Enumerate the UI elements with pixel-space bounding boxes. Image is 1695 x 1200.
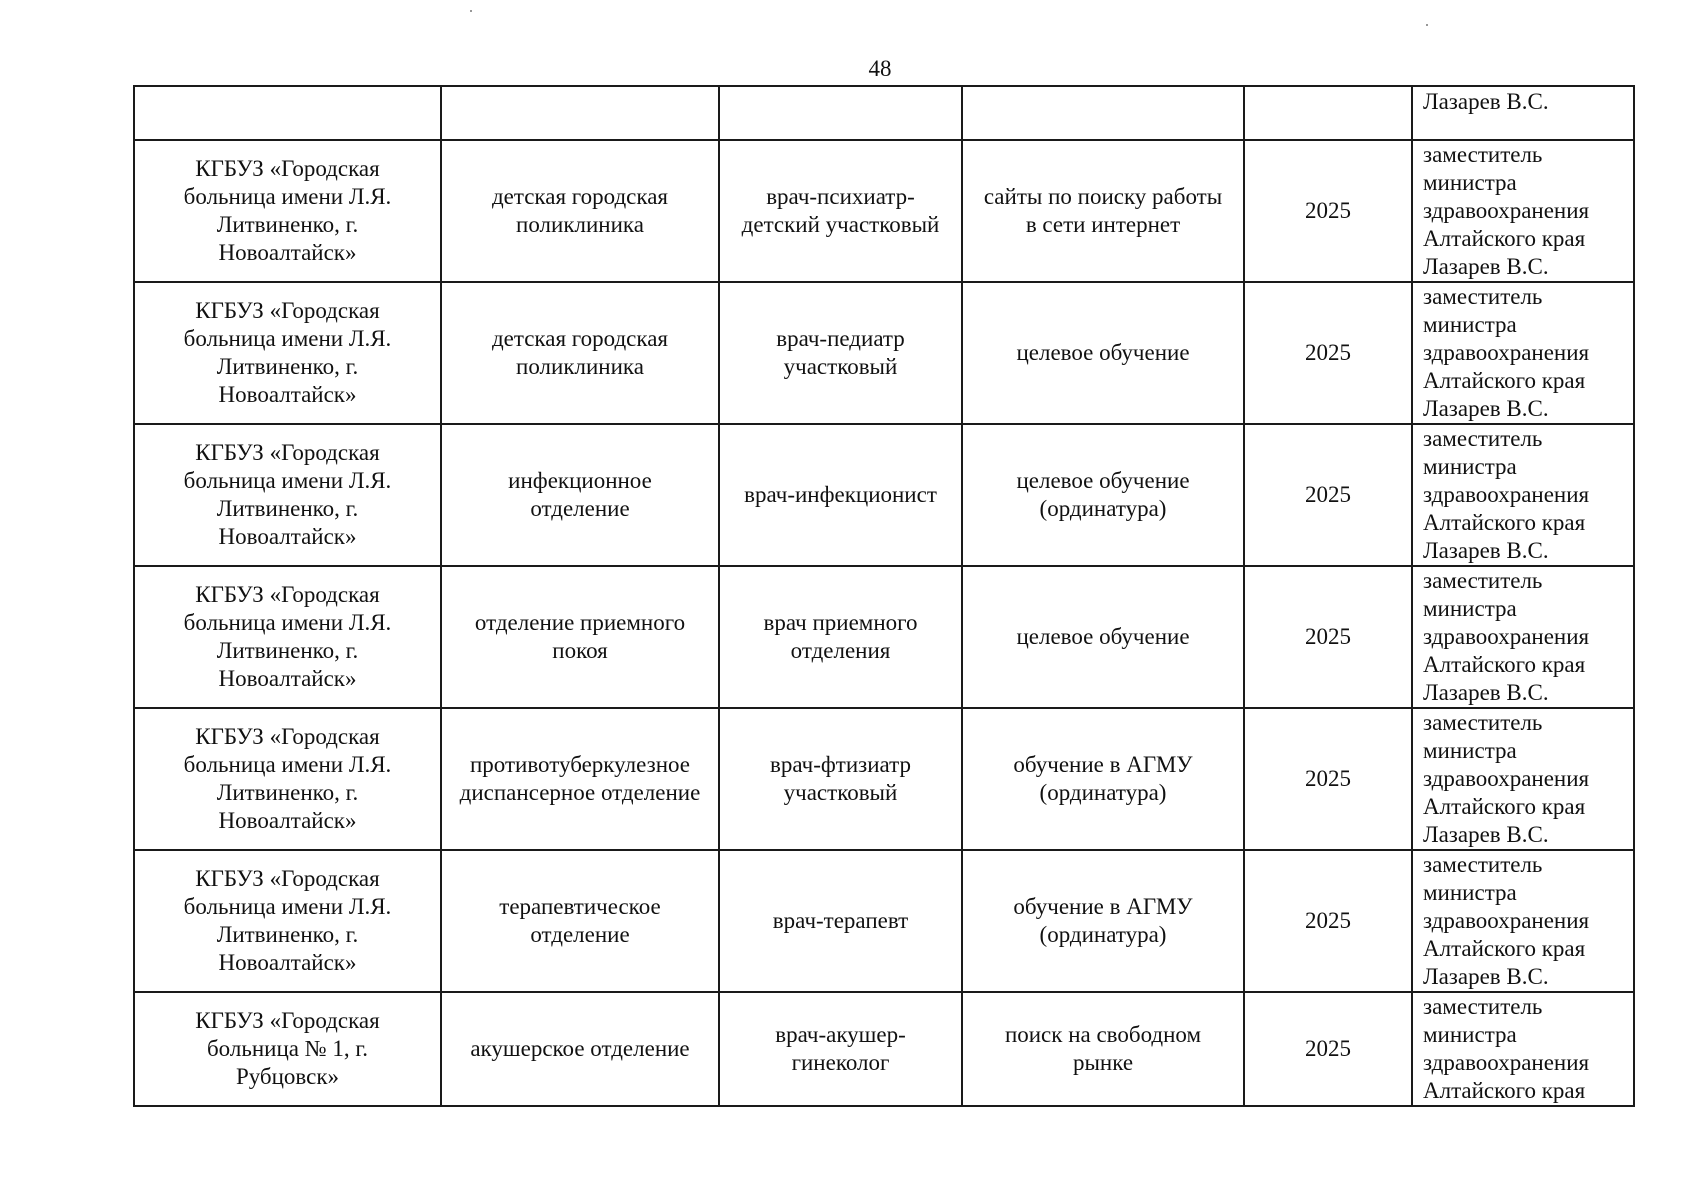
cell-department-line: отделение xyxy=(530,922,630,947)
cell-method-line: в сети интернет xyxy=(1025,212,1181,237)
cell-year: 2025 xyxy=(1244,282,1412,424)
cell-institution-line: КГБУЗ «Городская xyxy=(195,582,380,607)
cell-responsible xyxy=(1412,708,1634,850)
cell-responsible-line: заместитель xyxy=(1423,284,1543,309)
cell-institution-line: Новоалтайск» xyxy=(218,666,357,691)
cell-responsible-line: заместитель xyxy=(1423,568,1543,593)
cell-institution xyxy=(134,86,441,140)
cell-institution xyxy=(134,992,441,1106)
cell-responsible xyxy=(1412,424,1634,566)
cell-responsible-line: Лазарев В.С. xyxy=(1423,538,1549,563)
cell-institution-line: Новоалтайск» xyxy=(218,950,357,975)
cell-responsible-line: здравоохранения xyxy=(1423,766,1590,791)
cell-responsible-line: заместитель xyxy=(1423,852,1543,877)
cell-position xyxy=(719,708,962,850)
cell-responsible xyxy=(1412,282,1634,424)
cell-responsible: Лазарев В.С. xyxy=(1412,86,1634,140)
cell-responsible-line: Лазарев В.С. xyxy=(1423,964,1549,989)
cell-responsible-line: Алтайского края xyxy=(1423,936,1586,961)
cell-department xyxy=(441,708,719,850)
cell-method xyxy=(962,282,1244,424)
table-row-continuation xyxy=(134,86,1634,140)
cell-institution-line: больница имени Л.Я. xyxy=(183,610,392,635)
cell-responsible-line: министра xyxy=(1423,880,1517,905)
cell-position xyxy=(719,850,962,992)
cell-responsible-line: здравоохранения xyxy=(1423,340,1590,365)
cell-responsible xyxy=(1412,992,1634,1106)
cell-method xyxy=(962,992,1244,1106)
cell-responsible-line: Лазарев В.С. xyxy=(1423,396,1549,421)
cell-responsible-line: здравоохранения xyxy=(1423,198,1590,223)
cell-position-line: участковый xyxy=(783,354,898,379)
cell-method xyxy=(962,566,1244,708)
cell-department-line: отделение xyxy=(530,496,630,521)
cell-institution-line: КГБУЗ «Городская xyxy=(195,1008,380,1033)
cell-responsible-line: здравоохранения xyxy=(1423,908,1590,933)
cell-institution xyxy=(134,566,441,708)
cell-position xyxy=(719,140,962,282)
cell-responsible-line: Лазарев В.С. xyxy=(1423,680,1549,705)
cell-position-line: гинеколог xyxy=(791,1050,890,1075)
cell-responsible xyxy=(1412,140,1634,282)
cell-institution-line: Новоалтайск» xyxy=(218,382,357,407)
cell-position-line: врач-терапевт xyxy=(772,908,909,933)
cell-department-line: отделение приемного xyxy=(474,610,686,635)
cell-method-line: целевое обучение xyxy=(1016,468,1190,493)
cell-year: 2025 xyxy=(1244,566,1412,708)
cell-institution-line: КГБУЗ «Городская xyxy=(195,724,380,749)
scan-speck xyxy=(1426,24,1428,26)
cell-institution-line: больница имени Л.Я. xyxy=(183,468,392,493)
cell-responsible-line: здравоохранения xyxy=(1423,1050,1590,1075)
cell-responsible-line: заместитель xyxy=(1423,426,1543,451)
cell-institution-line: больница имени Л.Я. xyxy=(183,326,392,351)
cell-responsible xyxy=(1412,850,1634,992)
scan-speck xyxy=(470,10,472,12)
cell-responsible-line: Алтайского края xyxy=(1423,1078,1586,1103)
cell-department xyxy=(441,566,719,708)
cell-year: 2025 xyxy=(1244,850,1412,992)
cell-department xyxy=(441,282,719,424)
cell-responsible-line: здравоохранения xyxy=(1423,482,1590,507)
table-row xyxy=(134,140,1634,282)
cell-position xyxy=(719,566,962,708)
cell-responsible-line: заместитель xyxy=(1423,994,1543,1019)
cell-responsible-line: министра xyxy=(1423,454,1517,479)
cell-year: 2025 xyxy=(1244,992,1412,1106)
table-row xyxy=(134,992,1634,1106)
cell-department-line: инфекционное xyxy=(508,468,652,493)
cell-institution-line: больница имени Л.Я. xyxy=(183,894,392,919)
cell-method-line: обучение в АГМУ xyxy=(1013,752,1193,777)
cell-responsible-line: Алтайского края xyxy=(1423,794,1586,819)
cell-department xyxy=(441,992,719,1106)
cell-department-line: акушерское отделение xyxy=(470,1036,690,1061)
cell-position xyxy=(719,282,962,424)
cell-department-line: диспансерное отделение xyxy=(459,780,701,805)
cell-responsible-line: министра xyxy=(1423,170,1517,195)
cell-responsible-line: Алтайского края xyxy=(1423,652,1586,677)
cell-method xyxy=(962,424,1244,566)
cell-position-line: врач-инфекционист xyxy=(744,482,937,507)
cell-department-line: покоя xyxy=(552,638,608,663)
cell-institution xyxy=(134,708,441,850)
cell-department-line: детская городская xyxy=(491,326,669,351)
cell-position xyxy=(719,424,962,566)
cell-institution-line: Литвиненко, г. xyxy=(216,496,359,521)
cell-institution-line: Литвиненко, г. xyxy=(216,638,359,663)
cell-method-line: (ординатура) xyxy=(1039,922,1167,947)
cell-institution-line: больница имени Л.Я. xyxy=(183,184,392,209)
cell-method xyxy=(962,850,1244,992)
cell-responsible-line: Лазарев В.С. xyxy=(1423,822,1549,847)
table-row xyxy=(134,708,1634,850)
staffing-table xyxy=(133,85,1635,1107)
cell-method-line: обучение в АГМУ xyxy=(1013,894,1193,919)
cell-responsible-line: министра xyxy=(1423,738,1517,763)
table-row xyxy=(134,850,1634,992)
cell-institution-line: Литвиненко, г. xyxy=(216,212,359,237)
cell-department-line: поликлиника xyxy=(516,212,644,237)
cell-institution-line: Новоалтайск» xyxy=(218,808,357,833)
table-row xyxy=(134,566,1634,708)
cell-department xyxy=(441,140,719,282)
page-number: 48 xyxy=(868,56,892,81)
cell-department xyxy=(441,86,719,140)
cell-responsible-line: министра xyxy=(1423,1022,1517,1047)
cell-method-line: целевое обучение xyxy=(1016,340,1190,365)
cell-institution-line: КГБУЗ «Городская xyxy=(195,866,380,891)
cell-institution-line: Литвиненко, г. xyxy=(216,354,359,379)
cell-position-line: детский участковый xyxy=(741,212,940,237)
cell-responsible-line: министра xyxy=(1423,312,1517,337)
cell-position xyxy=(719,992,962,1106)
cell-department-line: детская городская xyxy=(491,184,669,209)
cell-institution xyxy=(134,850,441,992)
cell-department-line: терапевтическое xyxy=(499,894,661,919)
cell-institution-line: Рубцовск» xyxy=(235,1064,340,1089)
cell-institution xyxy=(134,424,441,566)
cell-year xyxy=(1244,86,1412,140)
cell-position-line: врач-психиатр- xyxy=(766,184,915,209)
cell-year: 2025 xyxy=(1244,140,1412,282)
cell-responsible-line: министра xyxy=(1423,596,1517,621)
cell-position-line: отделения xyxy=(790,638,891,663)
cell-year: 2025 xyxy=(1244,708,1412,850)
cell-responsible-line: здравоохранения xyxy=(1423,624,1590,649)
cell-institution-line: КГБУЗ «Городская xyxy=(195,440,380,465)
table-row xyxy=(134,424,1634,566)
cell-responsible-line: Алтайского края xyxy=(1423,226,1586,251)
cell-institution-line: Литвиненко, г. xyxy=(216,922,359,947)
cell-method-line: целевое обучение xyxy=(1016,624,1190,649)
cell-department-line: противотуберкулезное xyxy=(469,752,690,777)
cell-position-line: врач-педиатр xyxy=(776,326,905,351)
cell-responsible-line: Алтайского края xyxy=(1423,368,1586,393)
cell-position-line: врач-акушер- xyxy=(775,1022,906,1047)
cell-institution xyxy=(134,282,441,424)
cell-institution-line: больница имени Л.Я. xyxy=(183,752,392,777)
cell-method-line: поиск на свободном xyxy=(1004,1022,1202,1047)
cell-institution xyxy=(134,140,441,282)
cell-method-line: рынке xyxy=(1072,1050,1134,1075)
cell-responsible-line: Лазарев В.С. xyxy=(1423,254,1549,279)
cell-institution-line: Новоалтайск» xyxy=(218,240,357,265)
cell-institution-line: больница № 1, г. xyxy=(206,1036,369,1061)
cell-responsible-line: заместитель xyxy=(1423,142,1543,167)
cell-method xyxy=(962,708,1244,850)
cell-department-line: поликлиника xyxy=(516,354,644,379)
cell-method-line: (ординатура) xyxy=(1039,780,1167,805)
cell-position-line: врач-фтизиатр xyxy=(770,752,911,777)
cell-position-line: участковый xyxy=(783,780,898,805)
cell-institution-line: КГБУЗ «Городская xyxy=(195,298,380,323)
table-row xyxy=(134,282,1634,424)
cell-responsible-line: заместитель xyxy=(1423,710,1543,735)
cell-institution-line: КГБУЗ «Городская xyxy=(195,156,380,181)
cell-method-line: сайты по поиску работы xyxy=(983,184,1223,209)
cell-responsible-line: Алтайского края xyxy=(1423,510,1586,535)
cell-position-line: врач приемного xyxy=(763,610,918,635)
cell-position xyxy=(719,86,962,140)
cell-method xyxy=(962,140,1244,282)
cell-method xyxy=(962,86,1244,140)
cell-department xyxy=(441,850,719,992)
cell-method-line: (ординатура) xyxy=(1039,496,1167,521)
cell-responsible xyxy=(1412,566,1634,708)
cell-institution-line: Новоалтайск» xyxy=(218,524,357,549)
cell-institution-line: Литвиненко, г. xyxy=(216,780,359,805)
cell-year: 2025 xyxy=(1244,424,1412,566)
cell-department xyxy=(441,424,719,566)
